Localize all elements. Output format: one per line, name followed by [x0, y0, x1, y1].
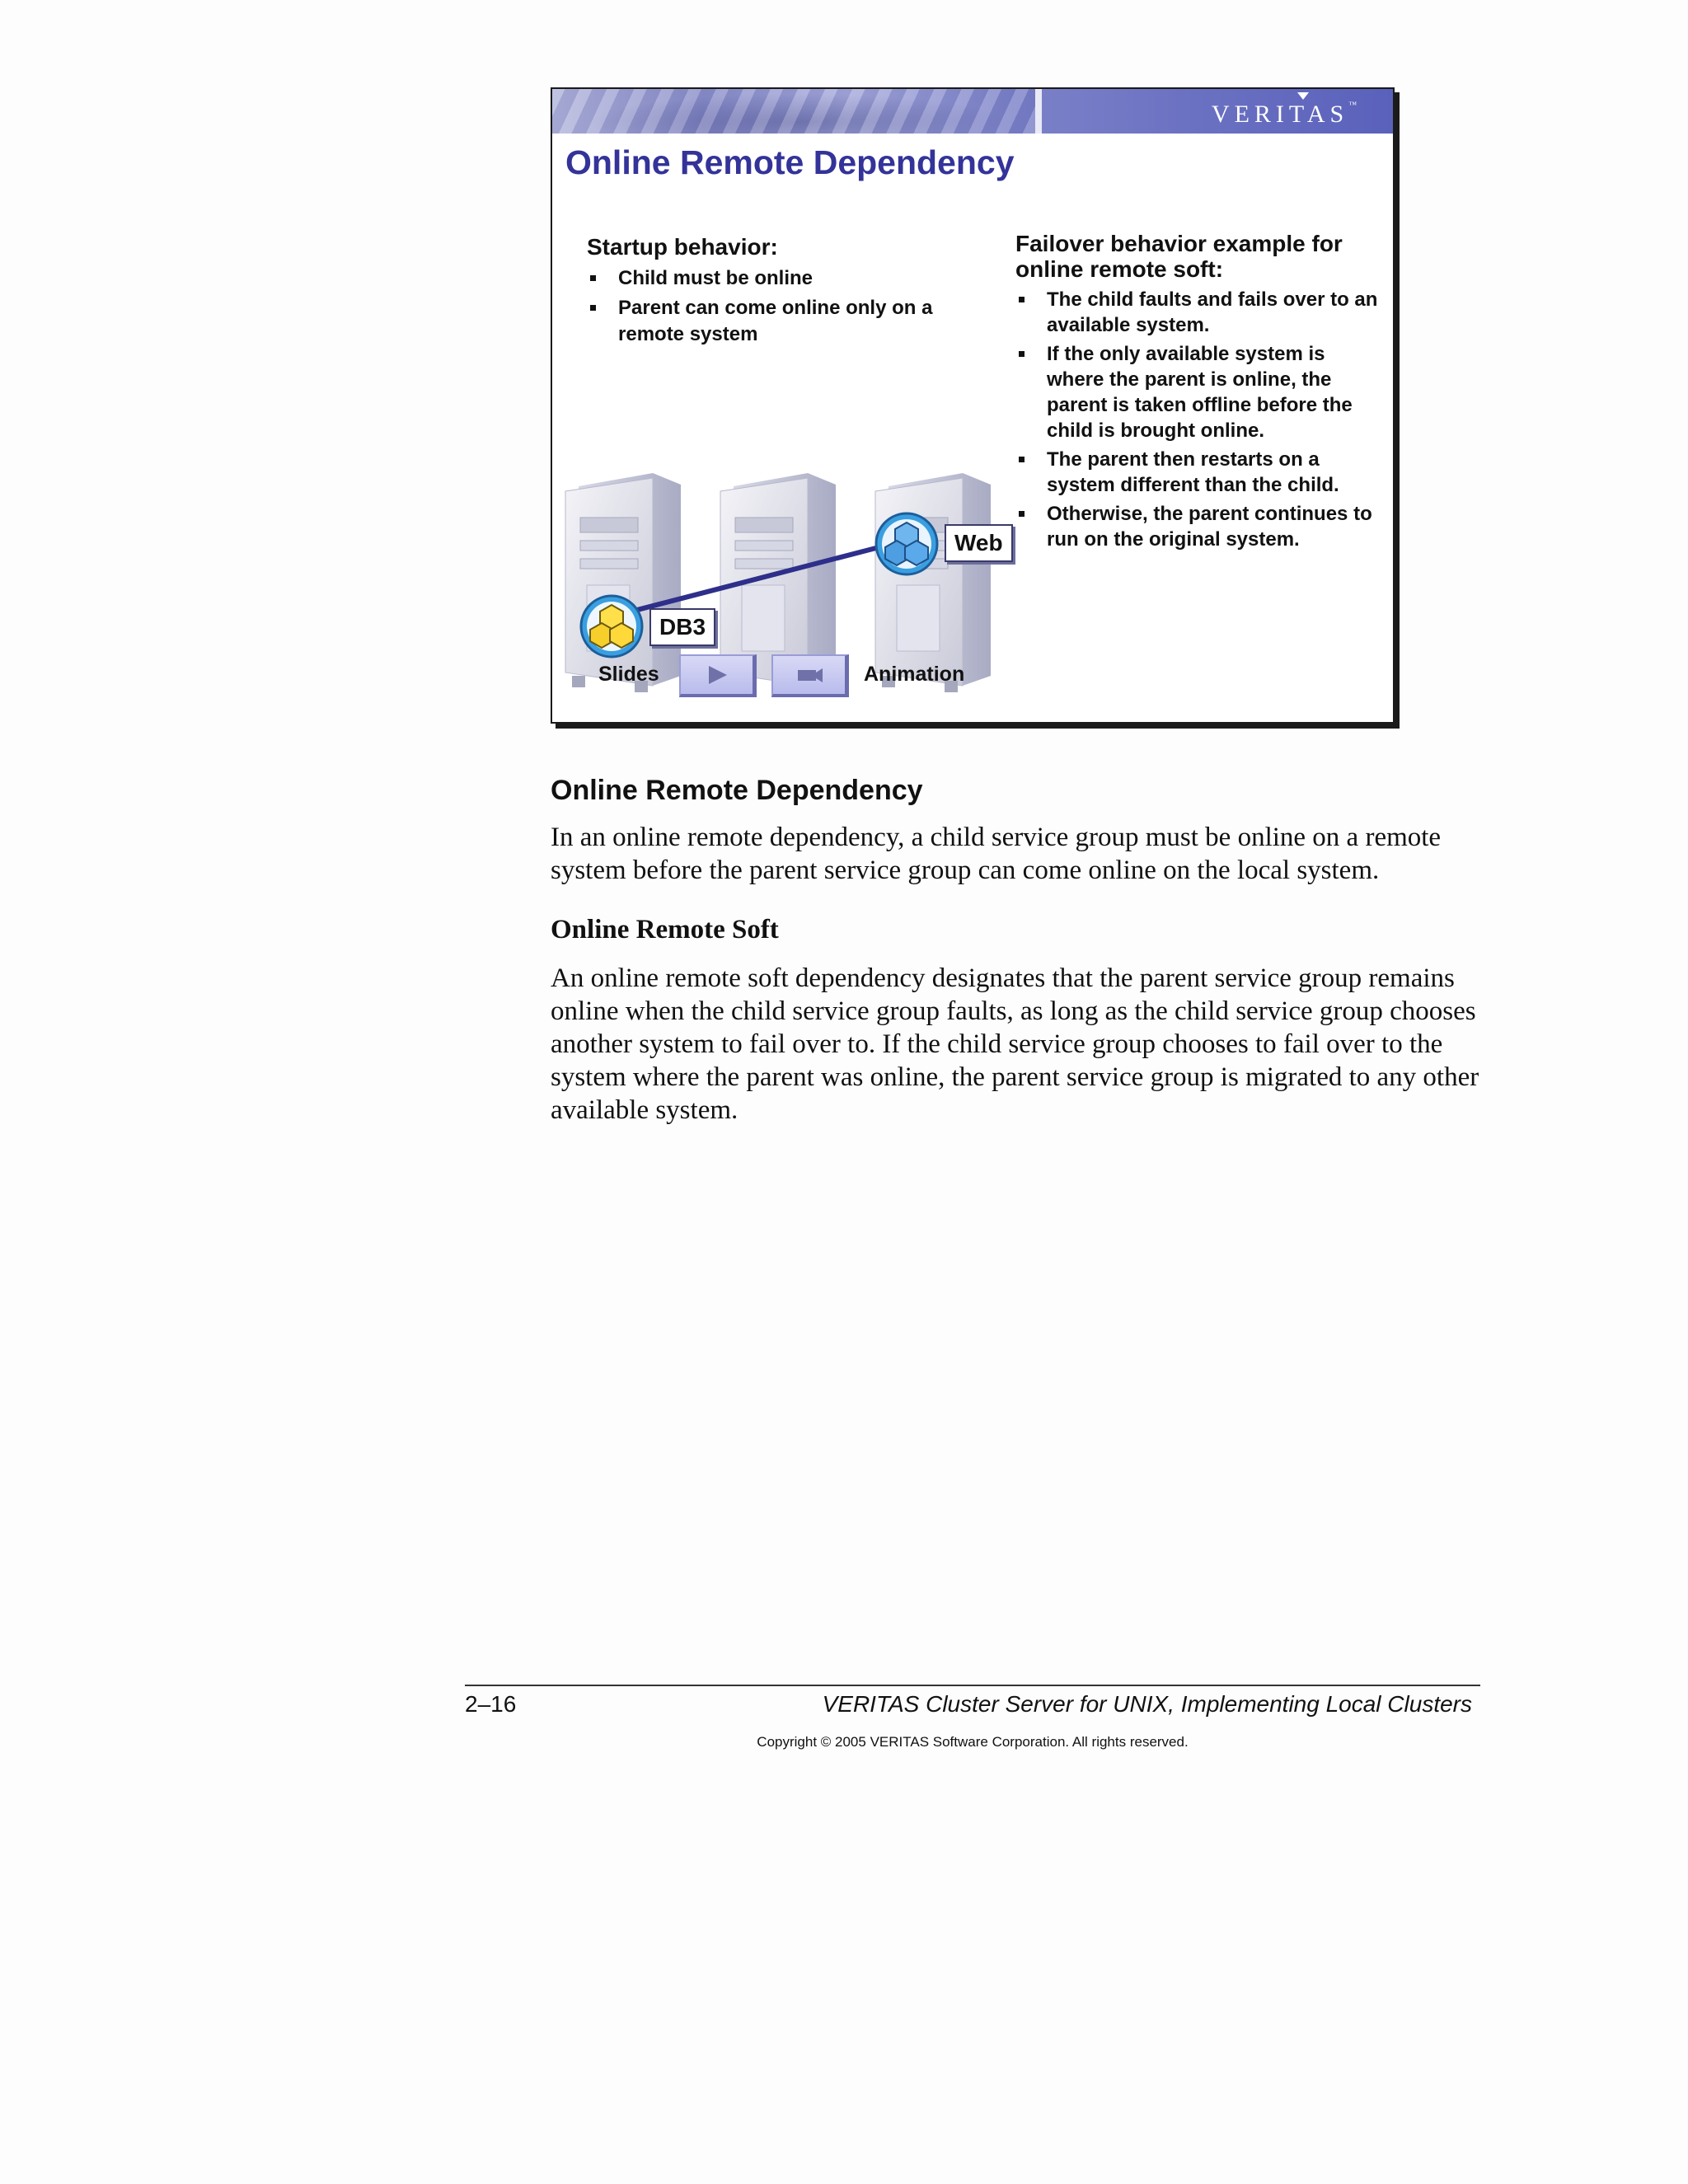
section-paragraph: In an online remote dependency, a child service group must be online on a remote system before the parent service group can come online on the local system. — [551, 823, 1442, 885]
failover-item: Otherwise, the parent continues to run on the original system. — [1015, 501, 1386, 552]
video-camera-icon — [773, 656, 846, 694]
footer-rule — [465, 1685, 1480, 1686]
veritas-logo-text: VERITAS — [1211, 101, 1349, 128]
subsection-paragraph: An online remote soft dependency designates that the parent service group remains online when the child service group faults, as long as the child service group chooses another system to fail over to. If the child service group chooses to fail over to the system where the parent was online, the parent service group is migrated to any other available system. — [551, 963, 1479, 1125]
subsection-heading: Online Remote Soft — [551, 915, 779, 944]
slides-label: Slides — [598, 663, 659, 686]
animation-button[interactable] — [771, 654, 849, 697]
startup-item: Child must be online — [587, 265, 933, 292]
failover-item: If the only available system is where the parent is online, the parent is taken offline before the child is brought online. — [1015, 341, 1386, 443]
section-heading: Online Remote Dependency — [551, 775, 923, 806]
banner-texture — [552, 89, 1039, 134]
failover-item: The child faults and fails over to an available system. — [1015, 287, 1386, 338]
slide-title: Online Remote Dependency — [565, 143, 1015, 181]
failover-item: The parent then restarts on a system different than the child. — [1015, 447, 1386, 498]
footer-book-title: VERITAS Cluster Server for UNIX, Implementing Local Clusters — [822, 1691, 1472, 1717]
slide-banner — [552, 89, 1393, 134]
footer-page-number: 2–16 — [465, 1691, 517, 1717]
dependency-arrow-icon — [562, 379, 1040, 626]
startup-item: Parent can come online only on a remote system — [587, 295, 933, 348]
slide-frame — [551, 87, 1395, 724]
footer-copyright: Copyright © 2005 VERITAS Software Corporation. All rights reserved. — [757, 1734, 1189, 1750]
startup-heading: Startup behavior: — [587, 234, 778, 260]
veritas-logo-tm: ™ — [1348, 101, 1357, 110]
veritas-logo-mark-icon — [1297, 92, 1309, 100]
dependency-diagram — [562, 379, 1040, 640]
veritas-logo — [1212, 101, 1357, 129]
yellow-cubes-icon[interactable] — [579, 593, 645, 659]
animation-label: Animation — [864, 663, 965, 686]
failover-list — [1015, 287, 1386, 555]
blue-cubes-icon[interactable] — [874, 511, 940, 577]
slides-play-button[interactable] — [679, 654, 757, 697]
startup-list — [587, 265, 933, 351]
play-icon — [681, 656, 753, 694]
child-group-label: DB3 — [649, 608, 715, 646]
banner-divider — [1035, 89, 1042, 134]
failover-heading: Failover behavior example for online remote soft: — [1015, 231, 1343, 282]
parent-group-label: Web — [945, 524, 1013, 562]
